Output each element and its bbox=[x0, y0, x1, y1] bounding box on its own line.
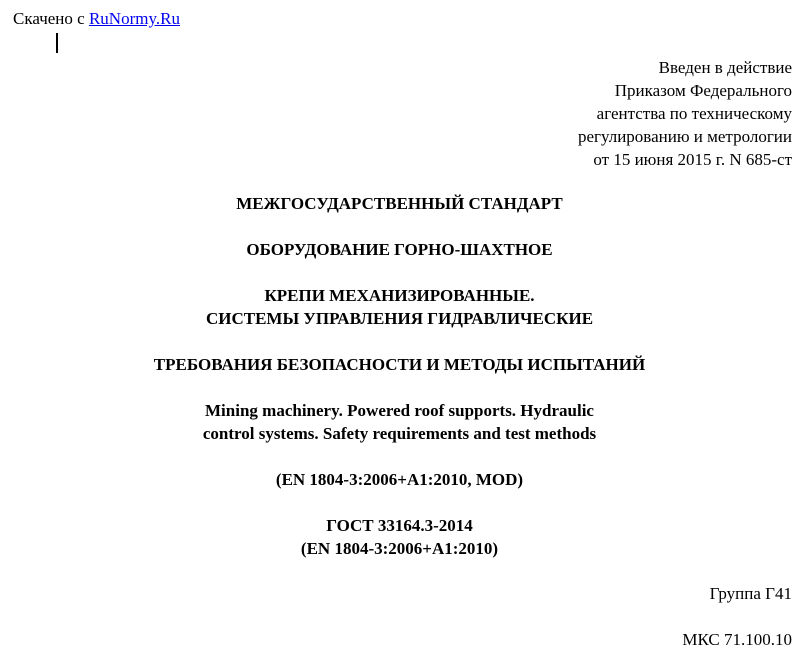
gost-designation bbox=[0, 514, 799, 560]
source-prefix: Скачено с bbox=[13, 9, 85, 28]
equipment-text: ОБОРУДОВАНИЕ ГОРНО-ШАХТНОЕ bbox=[246, 240, 553, 259]
standard-type-text: МЕЖГОСУДАРСТВЕННЫЙ СТАНДАРТ bbox=[236, 194, 563, 213]
subject-line: СИСТЕМЫ УПРАВЛЕНИЯ ГИДРАВЛИЧЕСКИЕ bbox=[205, 309, 594, 328]
approval-line: Приказом Федерального bbox=[614, 81, 792, 100]
english-title-line: control systems. Safety requirements and test methods bbox=[202, 424, 597, 443]
source-link[interactable]: RuNormy.Ru bbox=[88, 9, 180, 28]
mks-code: МКС 71.100.10 bbox=[682, 630, 792, 649]
group-code: Группа Г41 bbox=[709, 584, 792, 603]
gost-number: ГОСТ 33164.3-2014 bbox=[326, 516, 473, 535]
approval-line: регулированию и метрологии bbox=[577, 127, 792, 146]
requirements-heading bbox=[0, 353, 799, 376]
equipment-heading bbox=[0, 238, 799, 261]
gost-en-reference: (EN 1804-3:2006+A1:2010) bbox=[300, 539, 499, 558]
requirements-text: ТРЕБОВАНИЯ БЕЗОПАСНОСТИ И МЕТОДЫ ИСПЫТАНИЙ bbox=[153, 355, 646, 374]
english-title bbox=[0, 399, 799, 445]
en-reference-text: (EN 1804-3:2006+A1:2010, MOD) bbox=[275, 470, 524, 489]
source-line bbox=[13, 9, 180, 29]
approval-line: агентства по техническому bbox=[596, 104, 792, 123]
approval-line: от 15 июня 2015 г. N 685-ст bbox=[593, 150, 792, 169]
approval-block bbox=[578, 56, 792, 171]
text-cursor bbox=[56, 33, 58, 53]
subject-heading bbox=[0, 284, 799, 330]
english-title-line: Mining machinery. Powered roof supports. Hydraulic bbox=[205, 401, 594, 420]
approval-line: Введен в действие bbox=[658, 58, 792, 77]
en-reference bbox=[0, 468, 799, 491]
subject-line: КРЕПИ МЕХАНИЗИРОВАННЫЕ. bbox=[264, 286, 535, 305]
standard-type-heading bbox=[0, 192, 799, 215]
